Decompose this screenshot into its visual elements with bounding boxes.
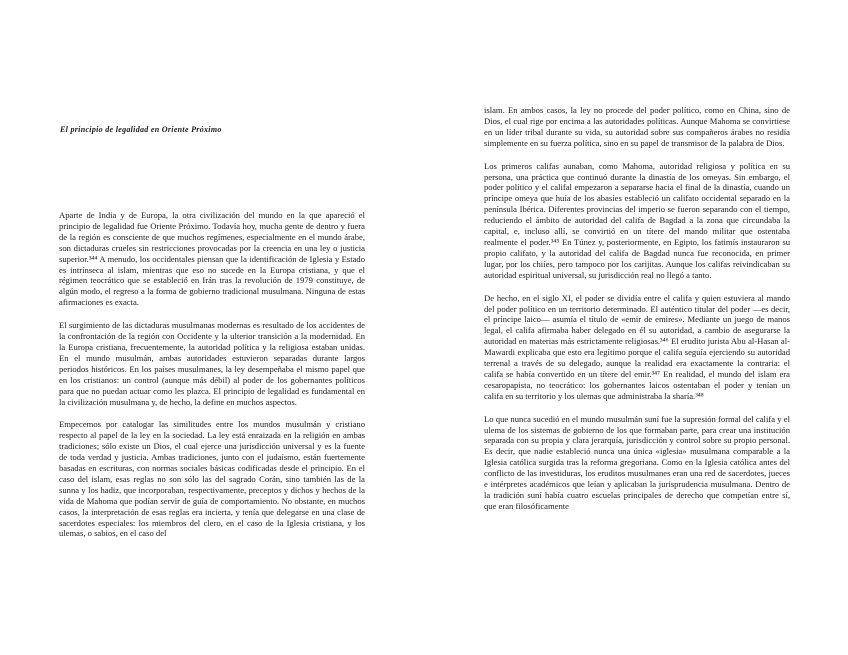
section-title: El principio de legalidad en Oriente Próximo	[60, 125, 222, 134]
paragraph: De hecho, en el siglo XI, el poder se dividía entre el califa y quien estuviera al mando del poder político en un territorio determinado. El auténtico titular del poder —es decir, el príncipe laico— asumía el título de «emir de emires». Mediante un juego de manos legal, el califa afirmaba haber delegado en él su autoridad, a cambio de asegurarse la autoridad en materias más estrictamente religiosas.³⁴⁶ El erudito jurista Abu al-Hasan al-Mawardi explicaba que esto era legítimo porque el califa seguía ejerciendo su autoridad terrenal a través de su delegado, aunque la realidad era exactamente la contraria: el califa se había convertido en un títere del emir.³⁴⁷ En realidad, el mundo del islam era cesaropapista, no teocrático: los gobernantes laicos ostentaban el poder y tenían un califa en su territorio y los ulemas que administraba la sharía.³⁴⁸	[484, 292, 790, 401]
right-text-column	[484, 105, 790, 512]
paragraph: Empecemos por catalogar las similitudes entre los mundos musulmán y cristiano respecto al papel de la ley en la sociedad. La ley está enraizada en la religión en ambas tradiciones; sólo existe un Dios, el cual ejerce una jurisdicción universal y es la fuente de toda verdad y justicia. Ambas tradiciones, junto con el judaísmo, están fuertemente basadas en escrituras, con normas sociales básicas codificadas desde el principio. En el caso del islam, esas reglas no son sólo las del sagrado Corán, sino también las de la sunna y los hadiz, que incorporaban, respectivamente, preceptos y dichos y hechos de la vida de Mahoma que podían servir de guía de comportamiento. No obstante, en muchos casos, la interpretación de esas reglas era incierta, y tenía que delegarse en una clase de sacerdotes especiales: los miembros del clero, en el caso de la Iglesia cristiana, y los ulemas, o sabios, en el caso del	[59, 419, 365, 539]
paragraph: Lo que nunca sucedió en el mundo musulmán suní fue la supresión formal del califa y el ulema de los sistemas de gobierno de los que formaban parte, para crear una institución separada con su propia y clara jerarquía, jurisdicción y control sobre su propio personal. Es decir, que nadie estableció nunca una única «iglesia» musulmana comparable a la Iglesia católica surgida tras la reforma gregoriana. Como en la Iglesia católica antes del conflicto de las investiduras, los eruditos musulmanes eran una red de sacerdotes, jueces e intérpretes académicos que leían y aplicaban la jurisprudencia musulmana. Dentro de la tradición suní había cuatro escuelas principales de derecho que competían entre sí, que eran filosóficamente	[484, 413, 790, 511]
right-page	[424, 0, 848, 655]
paragraph: islam. En ambos casos, la ley no procede del poder político, como en China, sino de Dios, el cual rige por encima a las autoridades políticas. Aunque Mahoma se convirtiese en un líder tribal durante su vida, su autoridad sobre sus compañeros árabes no residía simplemente en su fuerza política, sino en su papel de transmisor de la palabra de Dios.	[484, 105, 790, 148]
paragraph: El surgimiento de las dictaduras musulmanas modernas es resultado de los accidentes de la confrontación de la región con Occidente y la ulterior transición a la modernidad. En la Europa cristiana, frecuentemente, la autoridad política y la religiosa estaban unidas. En el mundo musulmán, ambas autoridades estuvieron separadas durante largos periodos históricos. En los países musulmanes, la ley desempeñaba el mismo papel que en los cristianos: un control (aunque más débil) al poder de los gobernantes políticos para que no puedan actuar como les plazca. El principio de legalidad es fundamental en la civilización musulmana y, de hecho, la define en muchos aspectos.	[59, 320, 365, 407]
paragraph: Aparte de India y de Europa, la otra civilización del mundo en la que apareció el principio de legalidad fue Oriente Próximo. Todavía hoy, mucha gente de dentro y fuera de la región es consciente de que muchos regímenes, especialmente en el mundo árabe, son dictaduras crueles sin restricciones provocadas por la creencia en una ley o justicia superior.³⁴⁴ A menudo, los occidentales piensan que la identificación de Iglesia y Estado es intrínseca al islam, mientras que eso no sucede en la Europa cristiana, y que el régimen teocrático que se estableció en Irán tras la revolución de 1979 constituye, de algún modo, el regreso a la forma de gobierno tradicional musulmana. Ninguna de estas afirmaciones es exacta.	[59, 210, 365, 308]
paragraph: Los primeros califas aunaban, como Mahoma, autoridad religiosa y política en su persona, una práctica que continuó durante la dinastía de los omeyas. Sin embargo, el poder político y el califal empezaron a separarse hacia el final de la dinastía, cuando un príncipe omeya que huía de los abasíes estableció un califato occidental separado en la península Ibérica. Diferentes provincias del imperio se fueron separando con el tiempo, reduciendo el ámbito de autoridad del califa de Bagdad a la zona que circundaba la capital, e, incluso allí, se convirtió en un títere del mando militar que ostentaba realmente el poder.³⁴⁵ En Túnez y, posteriormente, en Egipto, los fatimís instauraron su propio califato, y la autoridad del califa de Bagdad nunca fue reconocida, en primer lugar, por los chiíes, pero tampoco por los carijitas. Aunque los califas reivindicaban su autoridad espiritual universal, su jurisdicción real no llegó a tanto.	[484, 160, 790, 280]
left-text-column	[59, 210, 365, 539]
